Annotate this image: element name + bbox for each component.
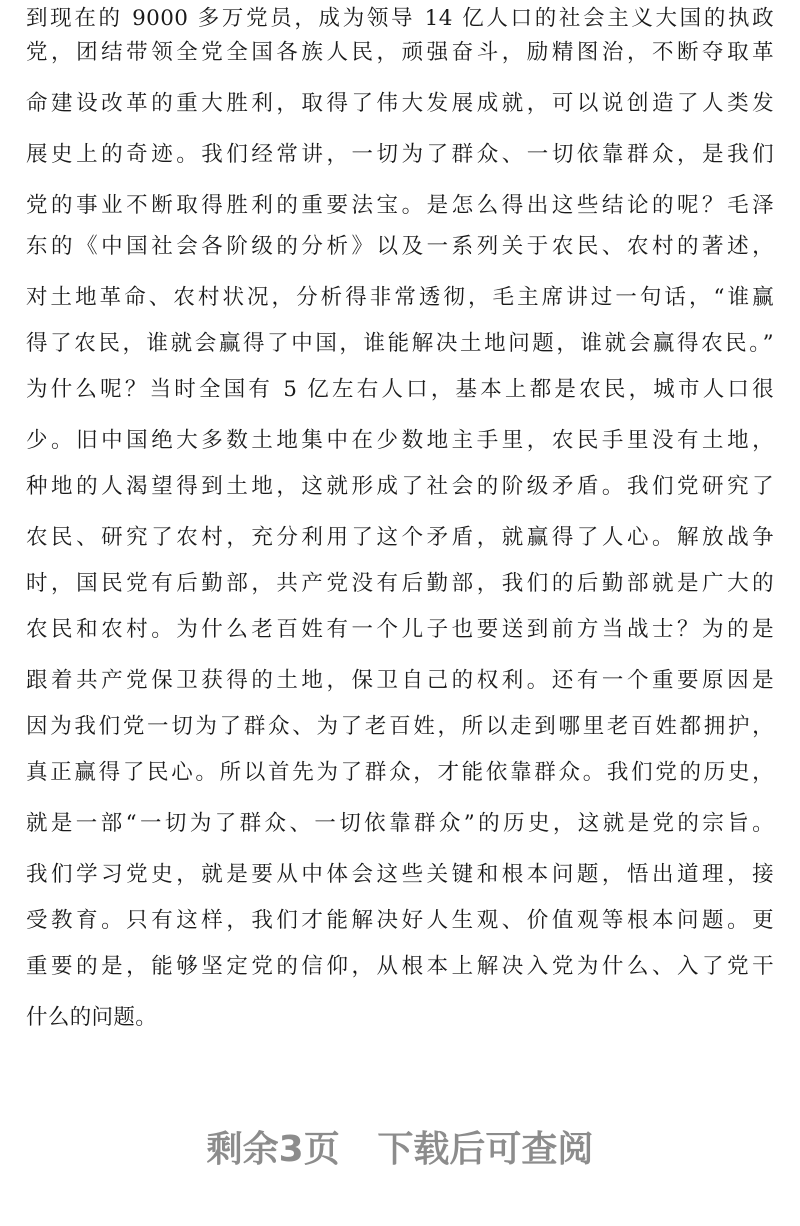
remaining-pages-banner: 剩余3页 下载后可查阅 bbox=[206, 1129, 594, 1170]
text-line: 少。旧中国绝大多数土地集中在少数地主手里，农民手里没有土地， bbox=[26, 428, 774, 453]
text-line: 种地的人渴望得到土地，这就形成了社会的阶级矛盾。我们党研究了 bbox=[26, 474, 774, 499]
text-line: 党的事业不断取得胜利的重要法宝。是怎么得出这些结论的呢？毛泽 bbox=[26, 193, 774, 218]
text-line: 对土地革命、农村状况，分析得非常透彻，毛主席讲过一句话，“谁赢 bbox=[26, 285, 774, 310]
text-line: 就是一部“一切为了群众、一切依靠群众”的历史，这就是党的宗旨。 bbox=[26, 811, 774, 836]
text-line: 时，国民党有后勤部，共产党没有后勤部，我们的后勤部就是广大的 bbox=[26, 571, 774, 596]
text-line: 到现在的 9000 多万党员，成为领导 14 亿人口的社会主义大国的执政 bbox=[26, 6, 774, 31]
text-line: 跟着共产党保卫获得的土地，保卫自己的权利。还有一个重要原因是 bbox=[26, 668, 774, 693]
text-line: 党，团结带领全党全国各族人民，顽强奋斗，励精图治，不断夺取革 bbox=[26, 40, 774, 65]
text-line: 为什么呢？当时全国有 5 亿左右人口，基本上都是农民，城市人口很 bbox=[26, 377, 774, 402]
text-line: 农民、研究了农村，充分利用了这个矛盾，就赢得了人心。解放战争 bbox=[26, 525, 774, 550]
text-line: 东的《中国社会各阶级的分析》以及一系列关于农民、农村的著述， bbox=[26, 234, 774, 259]
text-line: 展史上的奇迹。我们经常讲，一切为了群众、一切依靠群众，是我们 bbox=[26, 142, 774, 167]
text-line: 重要的是，能够坚定党的信仰，从根本上解决入党为什么、入了党干 bbox=[26, 954, 774, 979]
text-line: 受教育。只有这样，我们才能解决好人生观、价值观等根本问题。更 bbox=[26, 908, 774, 933]
text-line: 什么的问题。 bbox=[26, 1005, 158, 1030]
text-line: 得了农民，谁就会赢得了中国，谁能解决土地问题，谁就会赢得农民。” bbox=[26, 331, 774, 356]
text-line: 我们学习党史，就是要从中体会这些关键和根本问题，悟出道理，接 bbox=[26, 862, 774, 887]
text-line: 因为我们党一切为了群众、为了老百姓，所以走到哪里老百姓都拥护， bbox=[26, 714, 774, 739]
text-line: 命建设改革的重大胜利，取得了伟大发展成就，可以说创造了人类发 bbox=[26, 91, 774, 116]
text-line: 农民和农村。为什么老百姓有一个儿子也要送到前方当战士？为的是 bbox=[26, 617, 774, 642]
text-line: 真正赢得了民心。所以首先为了群众，才能依靠群众。我们党的历史， bbox=[26, 760, 774, 785]
